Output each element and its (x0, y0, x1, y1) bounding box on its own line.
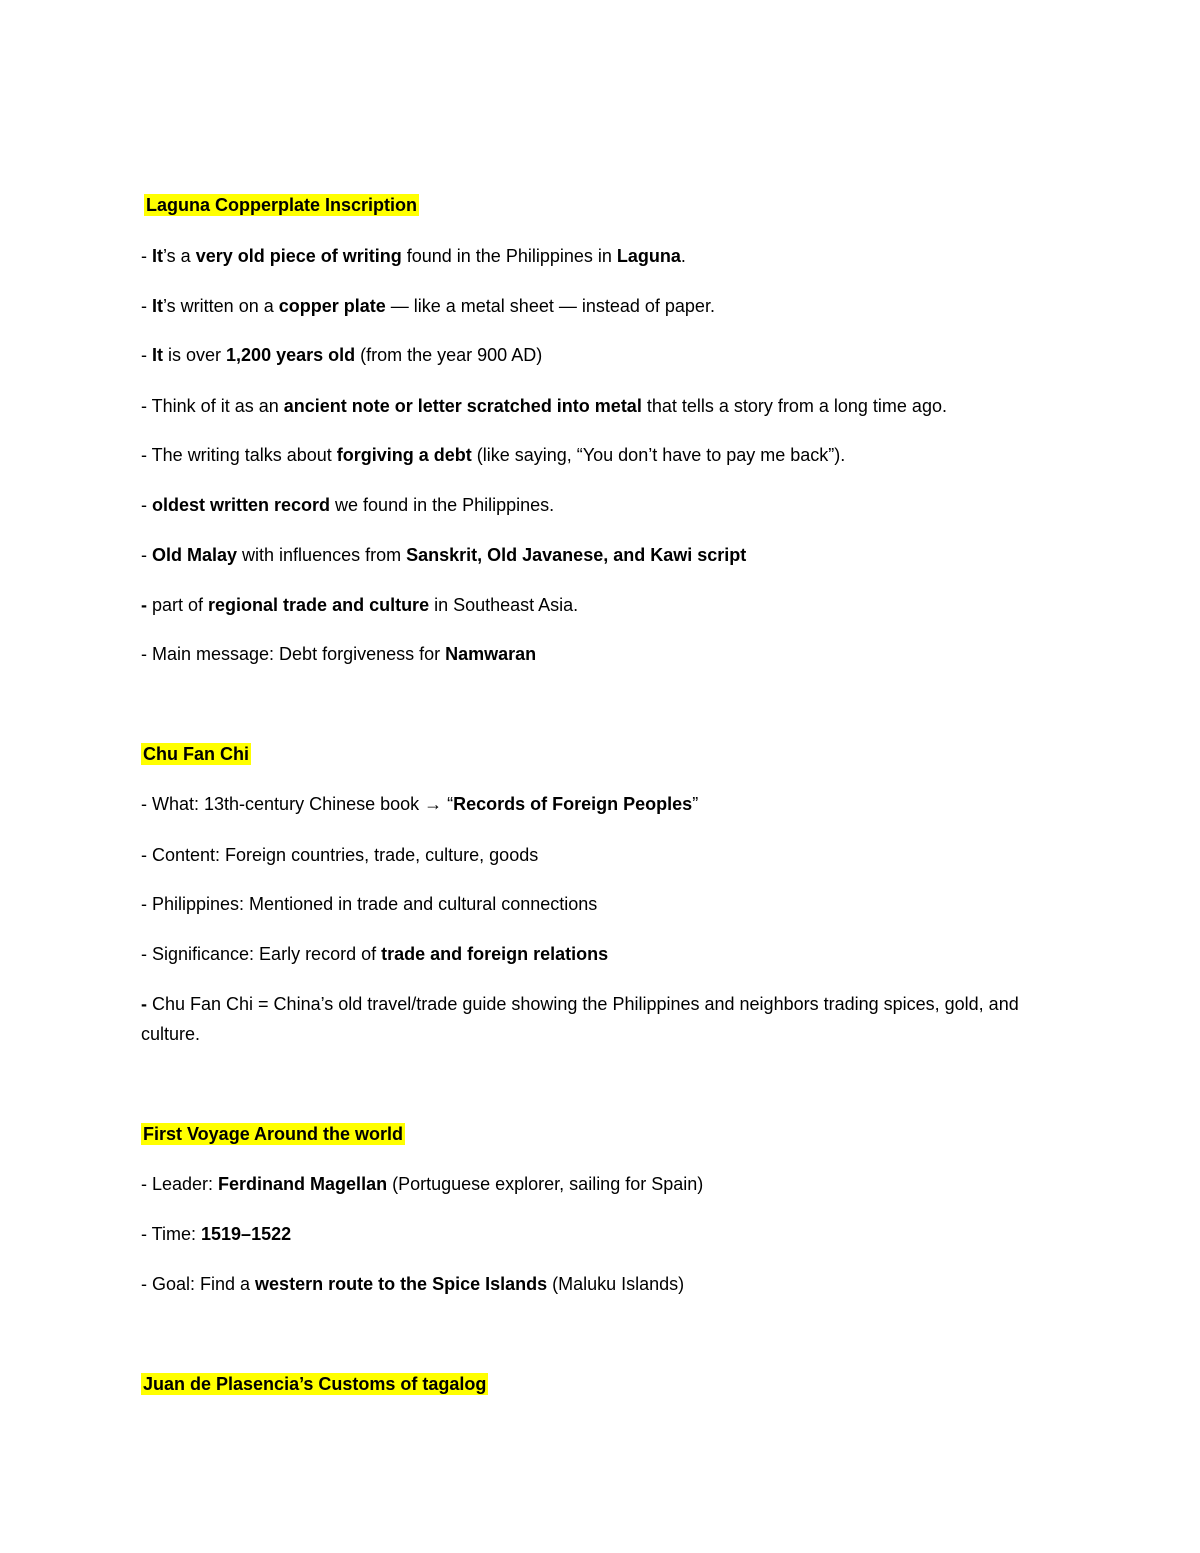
bullet-line (141, 443, 845, 467)
text-segment: with influences from (237, 545, 407, 565)
bullet-line (141, 244, 686, 268)
text-segment: - Significance: Early record of (141, 944, 382, 964)
heading-highlight: Juan de Plasencia’s Customs of tagalog (143, 1374, 487, 1394)
text-segment: - What: 13th-century Chinese book → “ (141, 794, 454, 814)
text-segment: - Time: (141, 1224, 202, 1244)
text-segment: ’s written on a (163, 296, 279, 316)
bold-text: - (141, 595, 152, 615)
bold-text: oldest written record (152, 495, 331, 515)
text-segment: - (141, 545, 152, 565)
bold-text: 1519–1522 (201, 1224, 292, 1244)
bullet-line (141, 642, 536, 666)
bullet-line (141, 543, 746, 567)
bullet-line (141, 1222, 291, 1246)
bullet-line (141, 493, 554, 517)
text-segment: (Portuguese explorer, sailing for Spain) (387, 1174, 704, 1194)
text-segment: part of (152, 595, 209, 615)
bullet-line (141, 843, 538, 867)
bold-text: Namwaran (445, 644, 537, 664)
text-segment: - (141, 345, 152, 365)
bullet-line (141, 892, 597, 916)
text-segment: - The writing talks about (141, 445, 337, 465)
bullet-line (141, 942, 608, 966)
text-segment: . (680, 246, 686, 266)
bullet-line (141, 1272, 684, 1296)
bullet-line (141, 792, 698, 816)
bold-text: copper plate (278, 296, 386, 316)
text-segment: - Main message: Debt forgiveness for (141, 644, 446, 664)
bold-text: Old Malay (152, 545, 238, 565)
text-segment: - (141, 495, 152, 515)
bold-text: forgiving a debt (336, 445, 472, 465)
text-segment: - Think of it as an (141, 396, 284, 416)
text-segment: that tells a story from a long time ago. (641, 396, 947, 416)
text-segment: — like a metal sheet — instead of paper. (385, 296, 715, 316)
bullet-line (141, 989, 1066, 1049)
bold-text: regional trade and culture (208, 595, 430, 615)
text-segment: is over (163, 345, 227, 365)
section-heading (144, 193, 419, 217)
bold-text: ancient note or letter scratched into metal (283, 396, 642, 416)
bold-text: Records of Foreign Peoples (453, 794, 693, 814)
text-segment: - (141, 296, 152, 316)
bold-text: Laguna (616, 246, 681, 266)
text-segment: - Content: Foreign countries, trade, culture, goods (141, 845, 539, 865)
section-heading (141, 742, 251, 766)
bold-text: It (152, 246, 163, 266)
text-segment: - Philippines: Mentioned in trade and cultural connections (141, 894, 598, 914)
bold-text: 1,200 years old (226, 345, 356, 365)
bullet-line (141, 1172, 703, 1196)
bold-text: It (152, 296, 163, 316)
bullet-line (141, 593, 578, 617)
bullet-line (141, 343, 542, 367)
bold-text: Sanskrit, Old Javanese, and Kawi script (406, 545, 747, 565)
heading-highlight: Laguna Copperplate Inscription (146, 195, 418, 215)
heading-highlight: First Voyage Around the world (143, 1124, 404, 1144)
text-segment: in Southeast Asia. (429, 595, 579, 615)
text-segment: - Goal: Find a (141, 1274, 256, 1294)
heading-highlight: Chu Fan Chi (143, 744, 249, 764)
text-segment: (Maluku Islands) (547, 1274, 685, 1294)
text-segment: we found in the Philippines. (330, 495, 555, 515)
text-segment: - (141, 246, 152, 266)
text-segment: Chu Fan Chi = China’s old travel/trade guide showing the Philippines and neighbors trading spices, gold, and culture. (141, 994, 1019, 1044)
text-segment: (like saying, “You don’t have to pay me back”). (471, 445, 846, 465)
section-heading (141, 1122, 405, 1146)
text-segment: ’s a (163, 246, 196, 266)
text-segment: (from the year 900 AD) (355, 345, 543, 365)
bullet-line (141, 294, 715, 318)
text-segment: found in the Philippines in (401, 246, 617, 266)
text-segment: - Leader: (141, 1174, 219, 1194)
bold-text: very old piece of writing (195, 246, 402, 266)
bold-text: trade and foreign relations (381, 944, 609, 964)
bold-text: It (152, 345, 163, 365)
text-segment: ” (692, 794, 699, 814)
section-heading (141, 1372, 488, 1396)
bold-text: - (141, 994, 152, 1014)
bold-text: Ferdinand Magellan (218, 1174, 388, 1194)
bullet-line (141, 394, 947, 418)
bold-text: western route to the Spice Islands (255, 1274, 548, 1294)
